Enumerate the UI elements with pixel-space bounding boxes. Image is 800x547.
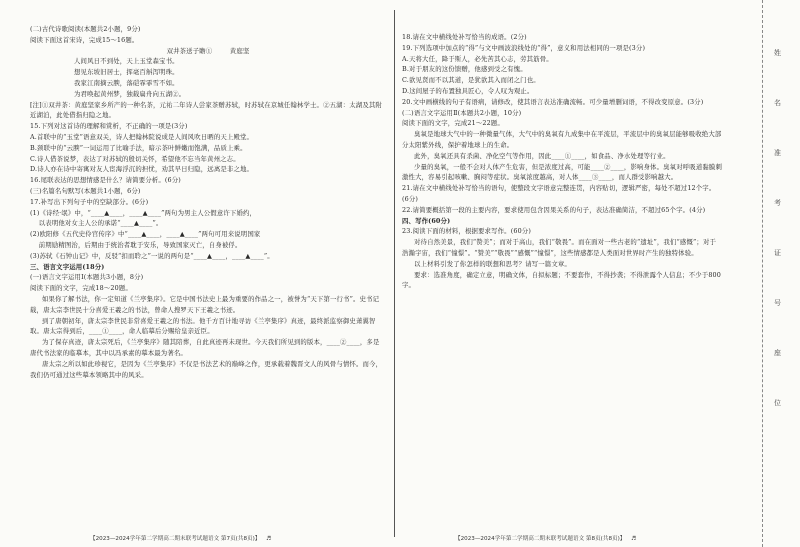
binding-strip bbox=[746, 0, 800, 547]
right-text-line: 四、写作(60分) bbox=[402, 216, 451, 225]
right-text-line: (二)语言文字运用Ⅱ(本题共2小题，10分) bbox=[402, 108, 522, 117]
logo-icon: ♬ bbox=[266, 536, 272, 542]
footer-right-label: 【2023—2024学年第二学期高二期末联考试题语文 第8页(共8页)】 bbox=[455, 536, 626, 542]
right-text-line: 对待自然美景，我们“赞美”；而对于高山，我们“敬畏”。而在面对一些古老的“遗址”，我们“感慨”；对于浩瀚宇宙，我们“憧憬”。“赞美”“敬畏”“感慨”“憧憬”，这些情感都是人类面对世界时产生的独特体验。 bbox=[402, 238, 717, 257]
binding-line bbox=[762, 0, 763, 547]
right-text-line: 以上材料引发了你怎样的联想和思考？请写一篇文章。 bbox=[414, 259, 571, 268]
binding-label: 名 bbox=[774, 99, 781, 107]
binding-label: 考 bbox=[774, 199, 781, 207]
binding-label: 座 bbox=[774, 349, 781, 357]
right-text-line: 少量的臭氧，一般不会对人体产生危害，但是浓度过高，可能____②____，影响身体。臭氧对呼吸道黏膜刺激性大，容易引起咳嗽、胸闷等症状。臭氧浓度越高，对人体____③____，而人群受影响越大。 bbox=[402, 162, 723, 182]
right-text-line: 臭氧是地球大气中的一种微量气体，大气中的臭氧有九成集中在平流层，平流层中的臭氧层能够吸收绝大部分太阳紫外线，保护着地球上的生命。 bbox=[402, 130, 722, 149]
left-text-line: 为君唤起黄州梦，独载扁舟向五湖②。 bbox=[74, 89, 186, 98]
left-text-line: (1)《诗经·氓》中，“____▲____，____▲____”两句为男主人公假意许下婚约， bbox=[30, 208, 257, 217]
left-text-line: 到了唐朝初年，唐太宗李世民非常喜爱王羲之的书法。他千方百计地寻访《兰亭集序》真迹，最终派监察御史萧翼智取。唐太宗得到后，____①____，命人临摹后分赐给皇亲近臣。 bbox=[30, 316, 376, 336]
right-text-line: 22.请简要概括第一段的主要内容，要求使用包含因果关系的句子，表达准确简洁，不超过65个字。(4分) bbox=[402, 205, 706, 214]
footer-right bbox=[455, 534, 636, 542]
left-text-line: 双井茶送子瞻① 黄庭坚 bbox=[166, 46, 250, 55]
left-text-line: D.诗人亦在诗中寄寓对友人宦海浮沉的担忧，劝其早日归隐，远离是非之地。 bbox=[30, 165, 254, 174]
right-text-line: 19.下列选项中加点的“得”与文中画波浪线处的“得”，意义和用法相同的一项是(3分) bbox=[402, 43, 646, 52]
right-text-line: 要求：选准角度，确定立意，明确文体，自拟标题；不要套作，不得抄袭；不得泄露个人信息；不少于800字。 bbox=[402, 270, 721, 290]
left-text-line: 15.下列对这首诗的理解和赏析，不正确的一项是(3分) bbox=[30, 122, 188, 131]
left-text-line: 阅读下面的文字，完成18～20题。 bbox=[30, 284, 132, 293]
logo-icon: ♬ bbox=[631, 536, 637, 542]
right-text-line: C.欲见贤而不以其道，是犹欲其入而闭之门也。 bbox=[402, 76, 540, 85]
left-text-line: B.颈联中的“云腴”一词运用了比喻手法，暗示茶叶鲜嫩而饱满，品质上乘。 bbox=[30, 143, 247, 152]
left-text-line: 为了保存真迹，唐太宗死后，《兰亭集序》随其陪葬，自此真迹再未现世。今天我们所见到的版本，____②____，多是唐代书法家的临摹本，其中以冯承素的摹本最为著名。 bbox=[30, 338, 380, 357]
binding-label: 证 bbox=[774, 249, 781, 257]
page-left bbox=[0, 0, 394, 547]
binding-label: 号 bbox=[774, 299, 781, 307]
left-text-line: 唐太宗之所以如此珍视它，是因为《兰亭集序》不仅是书法艺术的巅峰之作，更承载着魏晋文人的风骨与情怀。而今，我们仍可通过这些摹本领略其中的风采。 bbox=[30, 359, 383, 379]
left-text-line: (二)古代诗歌阅读(本题共2小题，9分) bbox=[30, 25, 141, 33]
right-text-line: 23.阅读下面的材料，根据要求写作。(60分) bbox=[402, 227, 531, 236]
left-text-line: 前期励精图治，后期由于统治者耽于安乐，导致国家灭亡，自身被俘。 bbox=[30, 240, 242, 249]
binding-label: 位 bbox=[774, 399, 781, 407]
left-text-line: 三、语言文字运用(18分) bbox=[30, 262, 105, 271]
left-text-line: 16.尾联表达的思想情感是什么？请简要分析。(6分) bbox=[30, 176, 181, 185]
left-text-line: C.诗人借茶说梦，表达了对苏轼的殷切关怀，希望他不忘当年黄州之志。 bbox=[30, 154, 240, 163]
left-text-line: 阅读下面这首宋诗，完成15～16题。 bbox=[30, 35, 139, 44]
left-text-line: (一)语言文字运用Ⅰ(本题共3小题，8分) bbox=[30, 273, 144, 282]
left-text-line: (三)名篇名句默写(本题共1小题，6分) bbox=[30, 186, 141, 195]
left-text-line: 想见东坡旧居士，挥毫百斛泻明珠。 bbox=[74, 68, 179, 77]
right-text-line: 21.请在文中横线处补写恰当的语句，使整段文字语意完整连贯，内容贴切，逻辑严密，每处不超过12个字。(6分) bbox=[402, 184, 716, 203]
left-text-line: 如果你了解书法，你一定知道《兰亭集序》。它是中国书法史上最为重要的作品之一，被誉为“天下第一行书”。史书记载，唐太宗李世民十分喜爱王羲之的书法，曾命人搜罗天下王羲之书迹。 bbox=[30, 294, 380, 314]
footer-left bbox=[90, 534, 271, 542]
left-text-line: 17.补写出下列句子中的空缺部分。(6分) bbox=[30, 197, 149, 206]
binding-label: 准 bbox=[774, 149, 781, 157]
right-text-line: A.天将大任，降于斯人，必先苦其心志，劳其筋骨。 bbox=[402, 54, 553, 63]
right-text-line: 阅读下面的文字，完成21～22题。 bbox=[402, 119, 504, 128]
left-text-line: (3)苏轼《石钟山记》中，反驳“扣而聆之”一说的两句是“____▲____，____▲____”。 bbox=[30, 251, 274, 260]
footer-left-label: 【2023—2024学年第二学期高二期末联考试题语文 第7页(共8页)】 bbox=[90, 536, 261, 542]
page-divider bbox=[394, 10, 395, 537]
right-text-line: B.对于朋友的这份馈赠，他感到受之有愧。 bbox=[402, 65, 527, 74]
right-text-line: D.这间屋子的布置独具匠心，令人叹为观止。 bbox=[402, 86, 534, 95]
right-text-line: 此外，臭氧还具有杀菌、净化空气等作用，因此____①____，如食品、净水处理等行业。 bbox=[414, 151, 670, 160]
left-text-line: 我家江南摘云腴，落硙霏霏雪不如。 bbox=[74, 78, 179, 87]
left-text-line: 人间风日不到处，天上玉堂森宝书。 bbox=[74, 57, 179, 66]
left-text-line: A.首联中的“玉堂”语意双关，诗人把翰林院说成是人间风吹日晒的天上殿堂。 bbox=[30, 132, 254, 141]
page-right bbox=[398, 0, 726, 547]
left-text-line: [注]①双井茶：黄庭坚家乡所产的一种名茶，元祐二年诗人尝家茶赠苏轼，时苏轼在京城任翰林学士。②五湖：太湖及其附近湖泊，此处借指归隐之地。 bbox=[30, 100, 382, 120]
binding-label: 姓 bbox=[774, 49, 781, 57]
right-text-line: 18.请在文中横线处补写恰当的成语。(2分) bbox=[402, 33, 527, 41]
left-text-line: (2)欧阳修《五代史伶官传序》中“____▲____，____▲____”两句可用来说明国家 bbox=[30, 230, 261, 239]
right-text-line: 20.文中画横线的句子有语病，请修改，使其语言表达准确流畅。可少量增删词语，不得改变原意。(3分) bbox=[402, 97, 704, 106]
left-text-line: 以表明他对女主人公的承诺“____▲____”。 bbox=[30, 219, 163, 228]
